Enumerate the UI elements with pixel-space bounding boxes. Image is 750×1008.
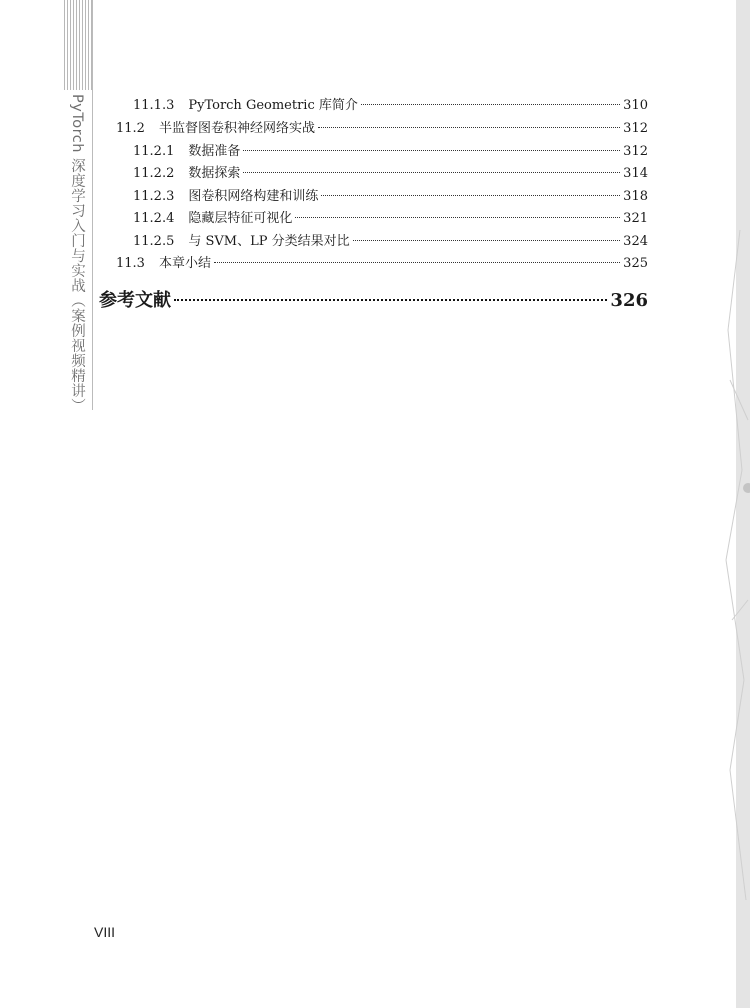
toc-entry[interactable]	[116, 119, 648, 139]
dot-leader	[214, 262, 620, 263]
toc-entry-page: 318	[623, 189, 648, 204]
dot-leader	[295, 217, 620, 218]
toc-entry-number: 11.2.4	[133, 211, 175, 226]
toc-entry-number: 11.2	[116, 121, 145, 136]
dot-leader	[321, 195, 620, 196]
toc-entry-title: 本章小结	[158, 256, 211, 271]
toc-entry[interactable]	[133, 142, 648, 162]
toc-entry-page: 325	[623, 256, 648, 271]
toc-entry-title: 半监督图卷积神经网络实战	[158, 121, 315, 136]
toc-entry-number: 11.3	[116, 256, 145, 271]
dot-leader	[174, 299, 607, 301]
toc-entry-number: 11.2.3	[133, 189, 175, 204]
page-folio: VIII	[94, 924, 116, 940]
book-side-title: PyTorch 深度学习入门与实战（案例视频精讲）	[69, 94, 85, 414]
toc-entry-title: 图卷积网络构建和训练	[188, 189, 319, 204]
toc-entry-title: 数据准备	[188, 144, 241, 159]
toc-entry-number: 11.2.1	[133, 144, 175, 159]
toc-entry-page: 324	[623, 234, 648, 249]
toc-entry-title: PyTorch Geometric 库简介	[188, 98, 358, 113]
toc-entry-title: 与 SVM、LP 分类结果对比	[188, 234, 350, 249]
dot-leader	[243, 150, 620, 151]
toc-entry-title: 隐藏层特征可视化	[188, 211, 293, 226]
toc-entry-title: 数据探索	[188, 166, 241, 181]
bibliography-page: 326	[610, 290, 648, 311]
toc-entry[interactable]	[133, 187, 648, 207]
toc-entry-page: 312	[623, 121, 648, 136]
right-edge-decoration	[720, 0, 750, 1008]
toc-entry-page: 321	[623, 211, 648, 226]
toc-entry-number: 11.2.2	[133, 166, 175, 181]
side-rule	[92, 0, 93, 410]
toc-entry[interactable]	[133, 96, 648, 116]
toc-entry[interactable]	[133, 209, 648, 229]
toc-entry-page: 314	[623, 166, 648, 181]
toc-entry-number: 11.1.3	[133, 98, 175, 113]
toc-entry-page: 310	[623, 98, 648, 113]
toc-entry[interactable]	[116, 254, 648, 274]
toc-entry[interactable]	[133, 232, 648, 252]
side-stripe-decoration	[64, 0, 94, 90]
dot-leader	[318, 127, 620, 128]
toc-entry-bibliography[interactable]	[99, 288, 648, 314]
bibliography-title: 参考文献	[99, 290, 171, 311]
toc-entry-number: 11.2.5	[133, 234, 175, 249]
dot-leader	[361, 104, 620, 105]
dot-leader	[243, 172, 620, 173]
toc-entry-page: 312	[623, 144, 648, 159]
toc-entry[interactable]	[133, 164, 648, 184]
dot-leader	[353, 240, 621, 241]
